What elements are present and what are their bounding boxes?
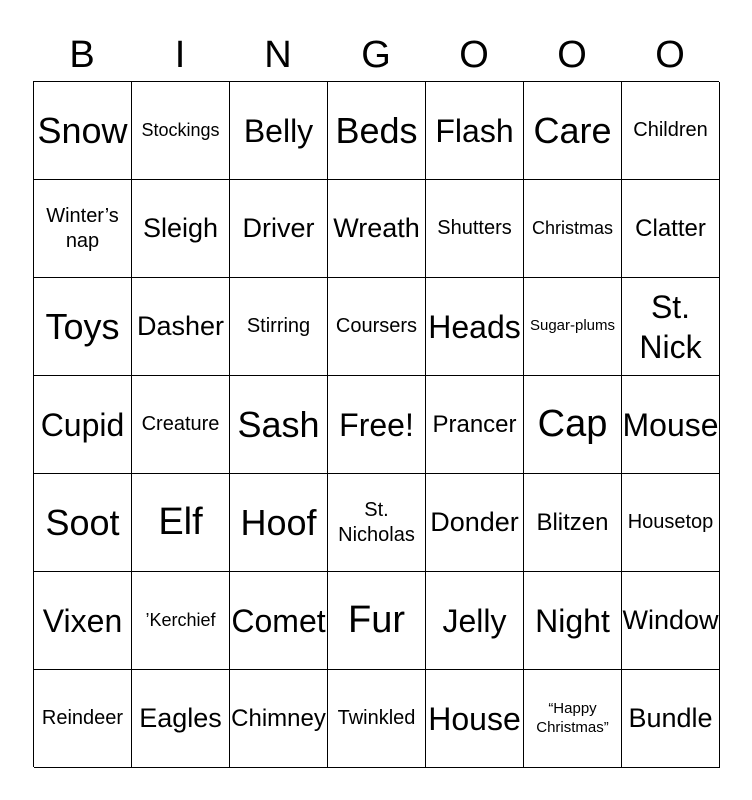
bingo-cell[interactable]: Chimney bbox=[230, 670, 328, 768]
bingo-cell[interactable]: Donder bbox=[426, 474, 524, 572]
bingo-cell[interactable]: Clatter bbox=[622, 180, 720, 278]
bingo-cell[interactable]: Free! bbox=[328, 376, 426, 474]
bingo-cell[interactable]: St. Nicholas bbox=[328, 474, 426, 572]
header-letter: G bbox=[361, 34, 391, 76]
bingo-cell[interactable]: Eagles bbox=[132, 670, 230, 768]
header-letter: O bbox=[655, 34, 685, 76]
bingo-cell[interactable]: Care bbox=[524, 82, 622, 180]
bingo-cell[interactable]: Twinkled bbox=[328, 670, 426, 768]
bingo-cell[interactable]: Blitzen bbox=[524, 474, 622, 572]
bingo-cell[interactable]: Toys bbox=[34, 278, 132, 376]
bingo-cell[interactable]: ’Kerchief bbox=[132, 572, 230, 670]
bingo-cell[interactable]: Christmas bbox=[524, 180, 622, 278]
bingo-cell[interactable]: Wreath bbox=[328, 180, 426, 278]
header-letter: O bbox=[557, 34, 587, 76]
bingo-cell[interactable]: Snow bbox=[34, 82, 132, 180]
bingo-grid bbox=[33, 81, 719, 767]
bingo-cell[interactable]: Heads bbox=[426, 278, 524, 376]
bingo-cell[interactable]: Night bbox=[524, 572, 622, 670]
bingo-cell[interactable]: Driver bbox=[230, 180, 328, 278]
bingo-cell[interactable]: Coursers bbox=[328, 278, 426, 376]
bingo-cell[interactable]: Shutters bbox=[426, 180, 524, 278]
bingo-cell[interactable]: Window bbox=[622, 572, 720, 670]
bingo-cell[interactable]: Sugar-plums bbox=[524, 278, 622, 376]
bingo-cell[interactable]: Winter’s nap bbox=[34, 180, 132, 278]
bingo-cell[interactable]: St. Nick bbox=[622, 278, 720, 376]
bingo-cell[interactable]: Mouse bbox=[622, 376, 720, 474]
header-letter: B bbox=[69, 34, 95, 76]
header-letter: I bbox=[174, 34, 186, 76]
bingo-cell[interactable]: Elf bbox=[132, 474, 230, 572]
bingo-cell[interactable]: Soot bbox=[34, 474, 132, 572]
bingo-cell[interactable]: Cap bbox=[524, 376, 622, 474]
bingo-cell[interactable]: Comet bbox=[230, 572, 328, 670]
bingo-cell[interactable]: Prancer bbox=[426, 376, 524, 474]
header-letter: O bbox=[459, 34, 489, 76]
bingo-cell[interactable]: Beds bbox=[328, 82, 426, 180]
bingo-cell[interactable]: Stockings bbox=[132, 82, 230, 180]
bingo-cell[interactable]: Sash bbox=[230, 376, 328, 474]
bingo-cell[interactable]: Housetop bbox=[622, 474, 720, 572]
bingo-cell[interactable]: “Happy Christmas” bbox=[524, 670, 622, 768]
bingo-cell[interactable]: Sleigh bbox=[132, 180, 230, 278]
bingo-cell[interactable]: Creature bbox=[132, 376, 230, 474]
bingo-cell[interactable]: Belly bbox=[230, 82, 328, 180]
bingo-cell[interactable]: Hoof bbox=[230, 474, 328, 572]
bingo-header bbox=[33, 30, 719, 80]
bingo-cell[interactable]: Cupid bbox=[34, 376, 132, 474]
bingo-cell[interactable]: Stirring bbox=[230, 278, 328, 376]
bingo-cell[interactable]: Dasher bbox=[132, 278, 230, 376]
bingo-cell[interactable]: Jelly bbox=[426, 572, 524, 670]
bingo-cell[interactable]: Fur bbox=[328, 572, 426, 670]
bingo-cell[interactable]: Flash bbox=[426, 82, 524, 180]
bingo-cell[interactable]: Vixen bbox=[34, 572, 132, 670]
bingo-cell[interactable]: Bundle bbox=[622, 670, 720, 768]
header-letter: N bbox=[264, 34, 292, 76]
bingo-cell[interactable]: Children bbox=[622, 82, 720, 180]
bingo-cell[interactable]: Reindeer bbox=[34, 670, 132, 768]
bingo-cell[interactable]: House bbox=[426, 670, 524, 768]
